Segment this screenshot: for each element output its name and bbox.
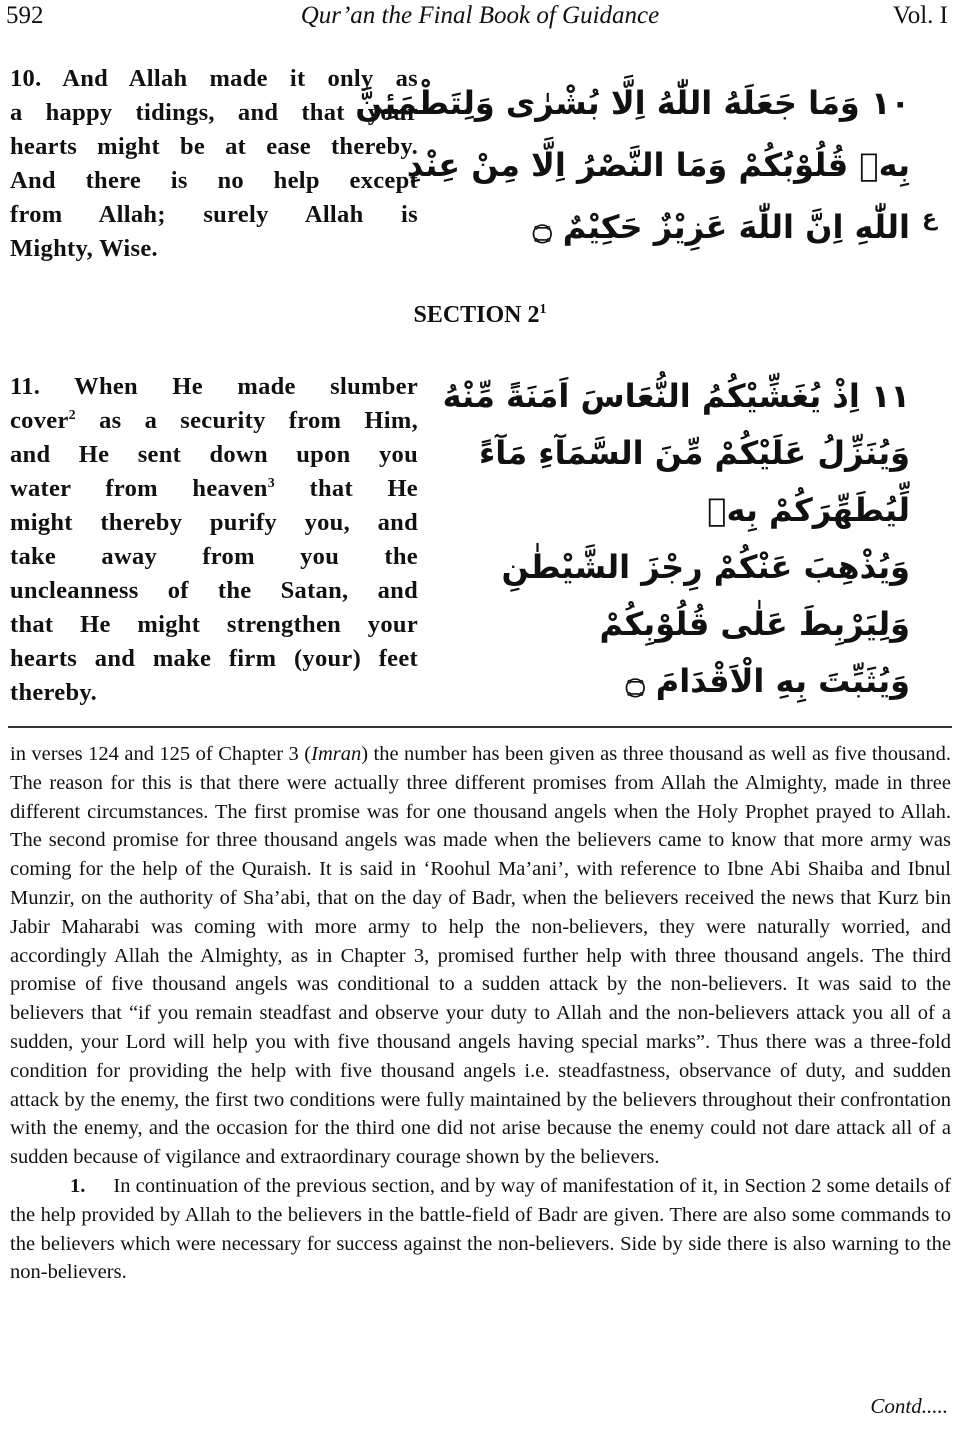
verse-10-line: from Allah; surely Allah is bbox=[10, 201, 418, 228]
commentary bbox=[10, 740, 951, 1287]
verse-10-arabic-line bbox=[355, 72, 910, 134]
commentary-paragraph bbox=[10, 740, 951, 1172]
footnote-ref: 3 bbox=[267, 475, 276, 491]
verse-11-line: might thereby purify you, and bbox=[10, 509, 418, 536]
section-heading bbox=[0, 302, 960, 329]
verse-11-line: take away from you the bbox=[10, 543, 418, 570]
section-label: SECTION 2 bbox=[413, 302, 540, 328]
verse-10-arabic-text: وَمَا جَعَلَهُ اللّٰهُ اِلَّا بُشْرٰى وَلِتَطْمَئِنَّ bbox=[355, 84, 860, 122]
commentary-italic: Imran bbox=[311, 743, 362, 765]
verse-10-arabic-line: بِهٖ قُلُوْبُكُمْ وَمَا النَّصْرُ اِلَّا مِنْ عِنْدِ bbox=[406, 146, 910, 184]
verse-11-line bbox=[10, 472, 418, 506]
verse-10-arabic-line: اللّٰهِ اِنَّ اللّٰهَ عَزِيْزٌ حَكِيْمٌ ۝ bbox=[532, 208, 910, 246]
verse-10-line: hearts might be at ease thereby. bbox=[10, 133, 418, 160]
footnote-ref: 2 bbox=[68, 407, 76, 423]
ruku-marker: ع bbox=[922, 206, 938, 231]
continued-label: Contd..... bbox=[870, 1394, 948, 1418]
commentary-text: ) the number has been given as three thousand as well as five thousand. The reason for this is that there were actually three different promises from Allah the Almighty, made in three different circumstances. The first promise was for one thousand angels when the Holy Prophet prayed to Allah. The second promise for three thousand angels was made when the believers came to know that more army was coming for the help of the Quraish. It is said in ‘Roohul Ma’ani’, with reference to Ibne Abi Shaiba and Ibnul Munzir, on the authority of Sha’abi, that on the day of Badr, when the believers received the news that Kurz bin Jabir Maharabi was coming with more army to help the non-believers, they were naturally worried, and accordingly Allah the Almighty, as in Chapter 3, promised further help with three thousand angels. The third promise of five thousand angels was conditional to a sudden attack by the non-believers. It was said to the believers that “if you remain steadfast and observe your duty to Allah and the non-believers attack you all of a sudden, your Lord will help you with five thousand angels having special marks”. Thus there was a three-fold condition for providing the help with five thousand angels i.e. steadfastness, observance of duty, and sudden attack by the enemy, the first two conditions were fully maintained by the believers throughout their confrontation with the enemy, and the occasion for the third one did not arise because the enemy could not dare attack all of a sudden because of vigilance and extraordinary courage shown by the believers. bbox=[10, 743, 951, 1169]
commentary-text: in verses 124 and 125 of Chapter 3 ( bbox=[10, 743, 312, 765]
verse-11-line-text: water from heaven bbox=[10, 475, 268, 502]
verse-10-line: 10. And Allah made it only as bbox=[10, 65, 418, 92]
verse-11-arabic-line: وَلِيَرْبِطَ عَلٰى قُلُوْبِكُمْ bbox=[599, 605, 910, 643]
verse-11-english bbox=[10, 370, 418, 710]
section-footnote-ref: 1 bbox=[539, 302, 547, 317]
verse-11-line: hearts and make firm (your) feet bbox=[10, 645, 418, 672]
running-head bbox=[0, 0, 960, 36]
verse-10-line: And there is no help except bbox=[10, 167, 418, 194]
verse-10-arabic-number: ١٠ bbox=[870, 84, 910, 122]
footnote-text: In continuation of the previous section, and by way of manifestation of it, in Section 2 some details of the help provided by Allah to the believers in the battle-field of Badr are given. There are also some commands to the believers which were necessary for success against the non-believers. Side by side there is also warning to the non-believers. bbox=[10, 1174, 951, 1284]
verse-11-line: that He might strengthen your bbox=[10, 611, 418, 638]
verse-11-line: 11. When He made slumber bbox=[10, 373, 418, 400]
verse-11-arabic bbox=[442, 368, 910, 710]
volume-label: Vol. I bbox=[892, 2, 948, 29]
book-title: Qur’an the Final Book of Guidance bbox=[300, 2, 660, 29]
footnote-number: 1. bbox=[70, 1174, 86, 1197]
verse-11-arabic-number: ١١ bbox=[870, 377, 910, 415]
verse-11-arabic-text: اِذْ يُغَشِّيْكُمُ النُّعَاسَ اَمَنَةً مِّنْهُ bbox=[442, 377, 860, 415]
verse-11-line: uncleanness of the Satan, and bbox=[10, 577, 418, 604]
page-number: 592 bbox=[6, 2, 44, 29]
verse-11-line: and He sent down upon you bbox=[10, 441, 418, 468]
verse-11-line: thereby. bbox=[10, 679, 98, 706]
verse-11-arabic-line: وَيُنَزِّلُ عَلَيْكُمْ مِّنَ السَّمَآءِ مَآءً bbox=[478, 434, 910, 472]
verse-10-line: Mighty, Wise. bbox=[10, 235, 158, 262]
footnote-divider bbox=[8, 726, 952, 728]
verse-11-line-text: as a security from Him, bbox=[75, 407, 418, 434]
verse-10-arabic bbox=[355, 72, 910, 258]
verse-11-line bbox=[10, 404, 418, 438]
verse-11-arabic-line: وَيُذْهِبَ عَنْكُمْ رِجْزَ الشَّيْطٰنِ bbox=[501, 548, 910, 586]
verse-11-arabic-line: وَيُثَبِّتَ بِهِ الْاَقْدَامَ ۝ bbox=[625, 662, 910, 700]
verse-11-arabic-line bbox=[442, 368, 910, 425]
verse-11-line-text: cover bbox=[10, 407, 69, 434]
verse-11-line-text: that He bbox=[275, 475, 418, 502]
footnote-1 bbox=[10, 1172, 951, 1287]
verse-10-line: a happy tidings, and that your bbox=[10, 99, 418, 126]
verse-11-arabic-line: لِّيُطَهِّرَكُمْ بِهٖ bbox=[707, 491, 910, 529]
